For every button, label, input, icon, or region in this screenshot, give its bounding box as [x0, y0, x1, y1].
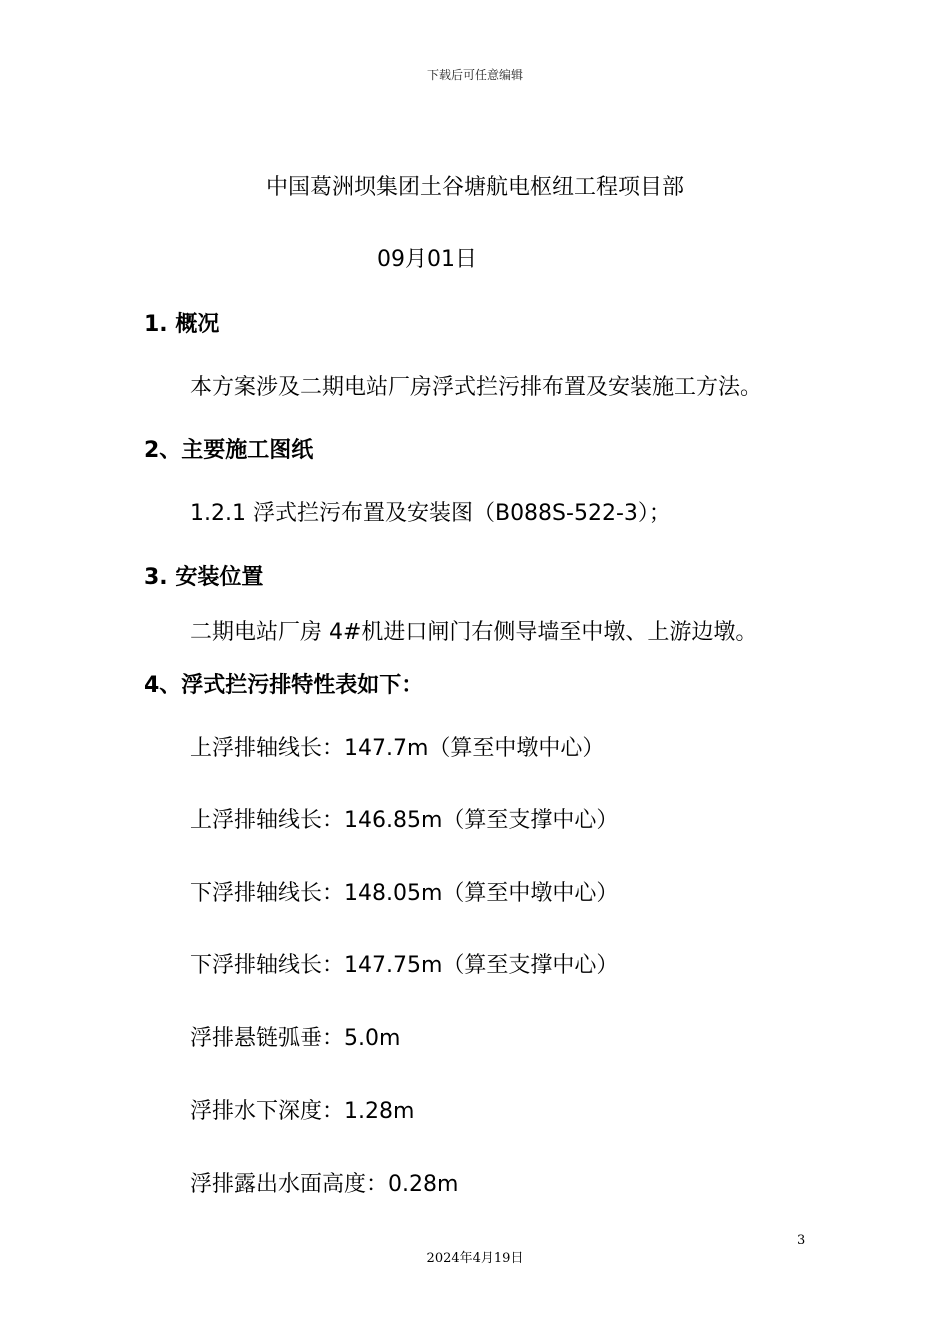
- footer-date: 2024年4月19日: [426, 1251, 524, 1266]
- organization-title: 中国葛洲坝集团土谷塘航电枢纽工程项目部: [265, 175, 684, 200]
- section-1-heading: 1. 概况: [144, 312, 220, 337]
- spec-item: 浮排水下深度：1.28m: [190, 1099, 415, 1124]
- page-number: 3: [797, 1233, 806, 1248]
- spec-item: 下浮排轴线长：148.05m（算至中墩中心）: [190, 881, 619, 906]
- section-3-heading: 3. 安装位置: [144, 565, 264, 590]
- spec-item: 上浮排轴线长：146.85m（算至支撑中心）: [190, 808, 619, 833]
- section-1-text: 本方案涉及二期电站厂房浮式拦污排布置及安装施工方法。: [190, 375, 763, 400]
- spec-item: 浮排悬链弧垂：5.0m: [190, 1026, 401, 1051]
- header-note: 下载后可任意编辑: [426, 68, 523, 82]
- document-date: 09月01日: [377, 247, 477, 272]
- spec-item: 上浮排轴线长：147.7m（算至中墩中心）: [190, 736, 605, 761]
- section-2-heading: 2、主要施工图纸: [144, 438, 314, 463]
- spec-item: 浮排露出水面高度：0.28m: [190, 1172, 459, 1197]
- section-2-text: 1.2.1 浮式拦污布置及安装图（B088S-522-3）；: [190, 501, 671, 526]
- spec-item: 下浮排轴线长：147.75m（算至支撑中心）: [190, 953, 619, 978]
- section-3-text: 二期电站厂房 4#机进口闸门右侧导墙至中墩、上游边墩。: [190, 620, 758, 645]
- section-4-heading: 4、浮式拦污排特性表如下：: [144, 673, 424, 698]
